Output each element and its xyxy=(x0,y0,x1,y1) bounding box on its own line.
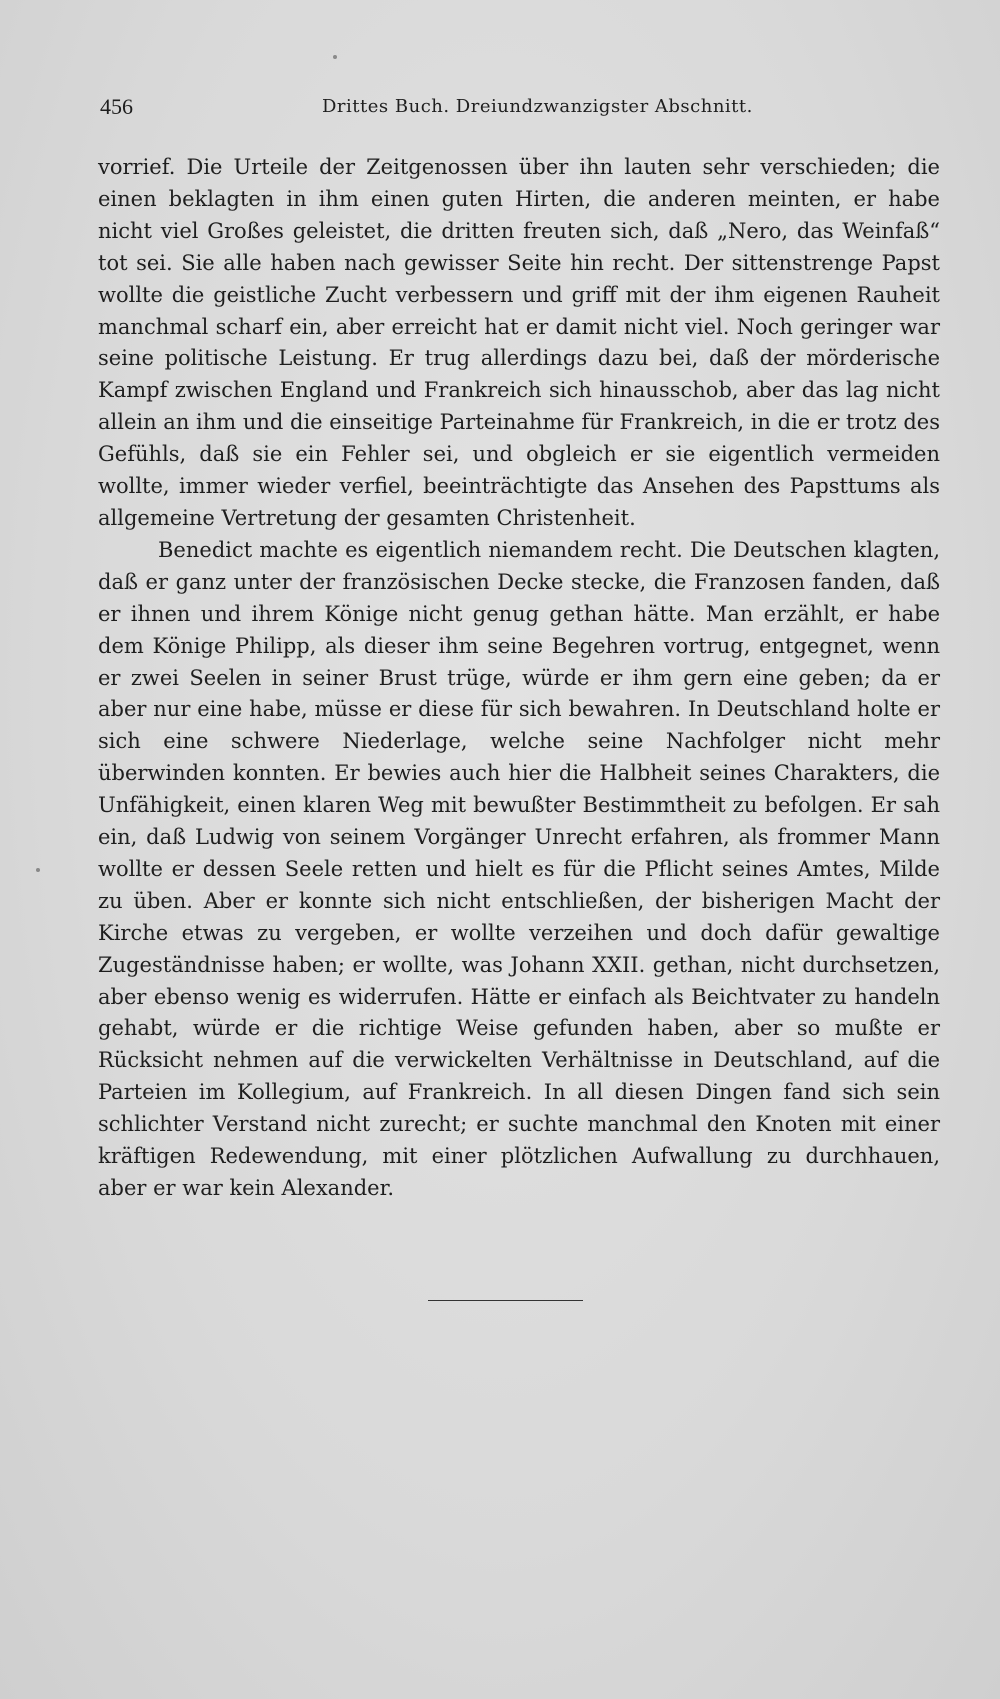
section-end-rule xyxy=(428,1300,583,1301)
running-title: Drittes Buch. Dreiundzwanzigster Abschnitt. xyxy=(322,96,753,117)
running-head xyxy=(100,94,912,124)
paragraph-2: Benedict machte es eigentlich niemandem recht. Die Deutschen klagten, daß er ganz unter der französischen Decke stecke, die Franzosen fanden, daß er ihnen und ihrem Könige nicht genug gethan hätte. Man erzählt, er habe dem Könige Philipp, als dieser ihm seine Begehren vortrug, entgegnet, wenn er zwei Seelen in seiner Brust trüge, würde er ihm gern eine geben; da er aber nur eine habe, müsse er diese für sich bewahren. In Deutschland holte er sich eine schwere Niederlage, welche seine Nachfolger nicht mehr überwinden konnten. Er bewies auch hier die Halbheit seines Charakters, die Unfähigkeit, einen klaren Weg mit bewußter Bestimmtheit zu befolgen. Er sah ein, daß Ludwig von seinem Vorgänger Unrecht erfahren, als frommer Mann wollte er dessen Seele retten und hielt es für die Pflicht seines Amtes, Milde zu üben. Aber er konnte sich nicht entschließen, der bisherigen Macht der Kirche etwas zu vergeben, er wollte verzeihen und doch dafür gewaltige Zugeständnisse haben; er wollte, was Johann XXII. gethan, nicht durchsetzen, aber ebenso wenig es widerrufen. Hätte er einfach als Beichtvater zu handeln gehabt, würde er die richtige Weise gefunden haben, aber so mußte er Rücksicht nehmen auf die verwickelten Verhältnisse in Deutschland, auf die Parteien im Kollegium, auf Frankreich. In all diesen Dingen fand sich sein schlichter Verstand nicht zurecht; er suchte manchmal den Knoten mit einer kräftigen Redewendung, mit einer plötzlichen Aufwallung zu durchhauen, aber er war kein Alexander. xyxy=(98,537,940,1200)
page-number: 456 xyxy=(100,94,133,119)
paper-speck xyxy=(333,55,337,59)
paper-speck xyxy=(36,868,40,872)
paragraph-1: vorrief. Die Urteile der Zeitgenossen über ihn lauten sehr verschieden; die einen beklagten in ihm einen guten Hirten, die anderen meinten, er habe nicht viel Großes geleistet, die dritten freuten sich, daß „Nero, das Weinfaß“ tot sei. Sie alle haben nach gewisser Seite hin recht. Der sittenstrenge Papst wollte die geistliche Zucht verbessern und griff mit der ihm eigenen Rauheit manchmal scharf ein, aber erreicht hat er damit nicht viel. Noch geringer war seine politische Leistung. Er trug allerdings dazu bei, daß der mörderische Kampf zwischen England und Frankreich sich hinausschob, aber das lag nicht allein an ihm und die einseitige Parteinahme für Frankreich, in die er trotz des Gefühls, daß sie ein Fehler sei, und obgleich er sie eigentlich vermeiden wollte, immer wieder verfiel, beeinträchtigte das Ansehen des Papsttums als allgemeine Vertretung der gesamten Christenheit. xyxy=(98,155,940,530)
body-text xyxy=(98,152,940,1205)
